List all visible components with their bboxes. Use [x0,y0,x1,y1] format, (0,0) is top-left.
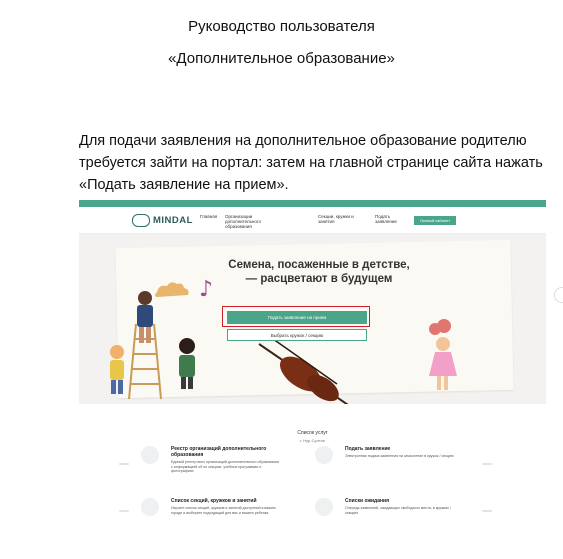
decor-line [482,463,492,465]
paragraph-line: «Подать заявление на прием». [79,177,289,193]
ladder-shape [129,324,161,399]
document-title: Руководство пользователя [188,18,375,35]
music-note-icon: ♪ [199,277,214,302]
logo-text: MINDAL [153,215,193,226]
instruction-paragraph [79,130,549,196]
services-city: г. Нур-Султан [300,438,325,443]
service-name: Реестр организаций дополнительного образования [171,446,267,458]
waiting-list-icon [315,498,333,516]
headline-line: — расцветают в будущем [245,273,393,285]
decor-line [119,510,129,512]
headline-line: Семена, посаженные в детстве, [228,259,410,271]
hero-headline [219,258,419,286]
personal-cabinet-button[interactable]: Личный кабинет [414,216,456,225]
apply-button[interactable]: Подать заявление на прием [227,311,367,324]
cloud-shape [155,282,189,297]
paragraph-line: требуется зайти на портал: затем на главной странице сайта нажать [79,155,543,171]
page-edge-control[interactable] [554,287,563,303]
registry-icon [141,446,159,464]
service-name: Списки ожидания [345,498,390,504]
service-name: Список секций, кружков и занятий [171,498,257,504]
service-description: Очередь заявлений, ожидающих свободного места, в кружках / секциях [345,506,451,515]
document-subtitle: «Дополнительное образование» [168,50,395,67]
services-title: Список услуг [297,430,328,436]
decor-line [119,463,129,465]
top-info-strip [79,200,546,207]
sections-icon [141,498,159,516]
violin-shape [259,334,354,404]
application-icon [315,446,333,464]
service-description: Единый реестр всех организаций дополнительного образования с информацией об их секциях, учебных программах и фотографиях [171,460,279,474]
decor-line [482,510,492,512]
service-description: Изучите список секций, кружков и занятий доступный в вашем городе и выберите подходящий для вас и вашего ребенка [171,506,276,515]
portal-screenshot [79,200,546,525]
child-body [137,305,153,327]
pick-section-button[interactable]: Выбрать кружок / секцию [227,329,367,341]
nav-home[interactable]: Главная [200,214,218,219]
site-header [79,207,546,234]
child-head [138,291,152,305]
logo-icon [132,214,150,227]
paragraph-line: Для подачи заявления на дополнительное образование родителю [79,133,527,149]
service-name: Подать заявление [345,446,391,452]
service-description: Электронная подача заявления на зачисление в кружок / секцию [345,454,454,458]
hero-banner [79,234,546,404]
nav-organizations[interactable]: Организации дополнительного образования [225,214,261,229]
nav-apply[interactable]: Подать заявление [375,214,397,224]
site-logo[interactable] [132,214,193,227]
nav-sections[interactable]: Секции, кружки и занятия [318,214,354,224]
